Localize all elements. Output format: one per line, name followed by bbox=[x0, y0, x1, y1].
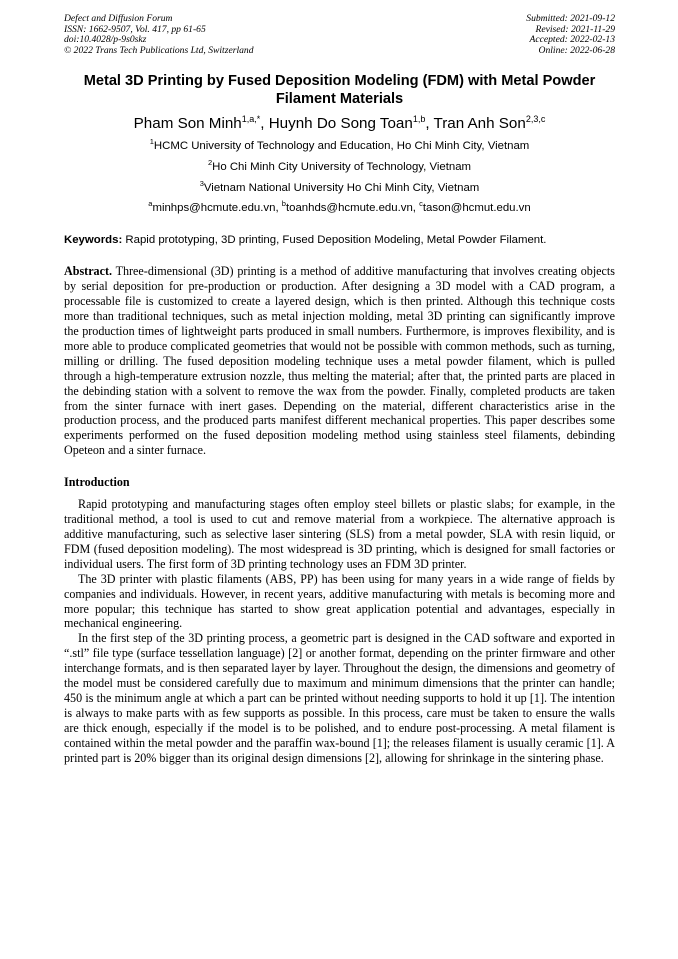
affiliation bbox=[64, 139, 615, 153]
journal-info bbox=[64, 14, 254, 56]
email-link[interactable]: minhps@hcmute.edu.vn bbox=[152, 202, 276, 215]
keywords bbox=[64, 233, 615, 247]
author-affil-sup: 2,3,c bbox=[525, 114, 546, 125]
keywords-label: Keywords: bbox=[64, 234, 123, 247]
paper-page bbox=[64, 14, 615, 765]
affiliation-text: HCMC University of Technology and Education, Ho Chi Minh City, Vietnam bbox=[153, 140, 530, 153]
author-affil-sup: 1,a,* bbox=[241, 114, 261, 125]
email-sup: c bbox=[419, 199, 423, 209]
affiliation-sup: 2 bbox=[207, 158, 213, 168]
email-sup: b bbox=[281, 199, 286, 209]
body-paragraph: In the first step of the 3D printing process, a geometric part is designed in the CAD software and exported in “.stl” file type (surface tessellation language) [2] or another format, depending on the printer firmware and other interchange formats, and is then separated layer by layer. Throughout the design, the dimensions and geometry of the model must be considered carefully due to maximum and minimum dimensions that the printer can handle; 450 is the minimum angle at which a part can be printed without needing supports to hold it up [1]. The intention is always to make parts with as few supports as possible. In this process, care must be taken to ensure the walls are thick enough, especially if the model is to be polished, and to endure post-processing. A metal filament is contained within the metal powder and the paraffin wax-bound [1]; the releases filament is usually ceramic [1]. A printed part is 20% bigger than its original design dimensions [2], allowing for shrinkage in the sintering phase. bbox=[64, 631, 615, 765]
journal-doi: doi:10.4028/p-9s0skz bbox=[64, 34, 147, 46]
author-emails: $^a$minhps@hcmute.edu.vn, $^b$toanhds@hcmute.edu.vn, $^c$tason@hcmut.edu.vn bbox=[148, 199, 531, 215]
keywords-text: Rapid prototyping, 3D printing, Fused Deposition Modeling, Metal Powder Filament. bbox=[125, 234, 547, 247]
date-online: Online: 2022-06-28 bbox=[538, 44, 615, 56]
abstract-label: Abstract. bbox=[64, 264, 113, 279]
journal-name: Defect and Diffusion Forum bbox=[64, 13, 173, 24]
affiliation bbox=[64, 160, 615, 174]
journal-issn: ISSN: 1662-9507, Vol. 417, pp 61-65 bbox=[64, 23, 206, 35]
email-link[interactable]: tason@hcmut.edu.vn bbox=[422, 202, 531, 215]
journal-copyright: © 2022 Trans Tech Publications Ltd, Switzerland bbox=[64, 44, 254, 56]
date-accepted: Accepted: 2022-02-13 bbox=[529, 34, 615, 46]
journal-header bbox=[64, 14, 615, 56]
email-sup: a bbox=[148, 199, 153, 209]
submission-dates bbox=[526, 14, 615, 56]
author-name: Huynh Do Song Toan bbox=[268, 115, 413, 133]
email-link[interactable]: toanhds@hcmute.edu.vn bbox=[285, 202, 413, 215]
author-name: Pham Son Minh bbox=[133, 115, 242, 133]
affiliation-text: Ho Chi Minh City University of Technology, Vietnam bbox=[212, 161, 472, 174]
section-heading-introduction: Introduction bbox=[64, 475, 130, 490]
affiliation-sup: 3 bbox=[199, 179, 204, 189]
author-list: Pham Son Minh$^{1,a,*}$, Huynh Do Song Toan$^{1,b}$, Tran Anh Son$^{2,3,c}$ bbox=[133, 114, 546, 133]
affiliation-sup: 1 bbox=[149, 137, 154, 147]
abstract-text: Three-dimensional (3D) printing is a method of additive manufacturing that involves creating objects by serial deposition for pre-production or production. After designing a 3D model with a CAD program, a processable file is customized to create a layered design, which is then printed. Although this technique costs more than traditional techniques, such as metal injection molding, metal 3D printing can significantly improve the production times of lightweight parts produced in small numbers. Furthermore, is improves flexibility, and is more able to produce complicated geometries that would not be possible with common methods, such as turning, milling or drilling. The fused deposition modeling technique uses a metal powder filament, which is pulled through a high-temperature extrusion nozzle, thus melting the material; after that, the printed parts are placed in the debinding station with a solvent to remove the wax from the powder. Finally, completed products are taken from the sinter furnace with inert gases. Depending on the material, different characteristics arise in the production process, and the produced parts manifest different mechanical properties. This paper describes some experiments performed on the fused deposition modeling method using stainless steel filaments, debinding Opeteon and a sinter furnace. bbox=[64, 264, 615, 458]
author-name: Tran Anh Son bbox=[433, 115, 526, 133]
affiliation bbox=[64, 181, 615, 195]
affiliation-text: Vietnam National University Ho Chi Minh City, Vietnam bbox=[203, 182, 480, 195]
author-affil-sup: 1,b bbox=[412, 114, 426, 125]
body-paragraph: Rapid prototyping and manufacturing stages often employ steel billets or plastic slabs; for example, in the traditional method, a tool is used to cut and remove material from a workpiece. The alternative approach is additive manufacturing, such as selective laser sintering (SLS) from a metal powder, SLA with resin liquid, or FDM (fused deposition modeling). The most widespread is 3D printing, which is designed for small factories or individual users. The first form of 3D printing technology uses an FDM 3D printer. bbox=[64, 497, 615, 571]
body-paragraph: The 3D printer with plastic filaments (ABS, PP) has been using for many years in a wide range of fields by companies and individuals. However, in recent years, additive manufacturing with metals is becoming more and more popular; this technique has started to show great application potential and advantages, especially in mechanical engineering. bbox=[64, 571, 615, 631]
date-submitted: Submitted: 2021-09-12 bbox=[526, 13, 615, 24]
date-revised: Revised: 2021-11-29 bbox=[535, 23, 615, 35]
paper-title: Metal 3D Printing by Fused Deposition Modeling (FDM) with Metal Powder Filament Materials bbox=[83, 73, 596, 107]
abstract bbox=[64, 264, 615, 458]
